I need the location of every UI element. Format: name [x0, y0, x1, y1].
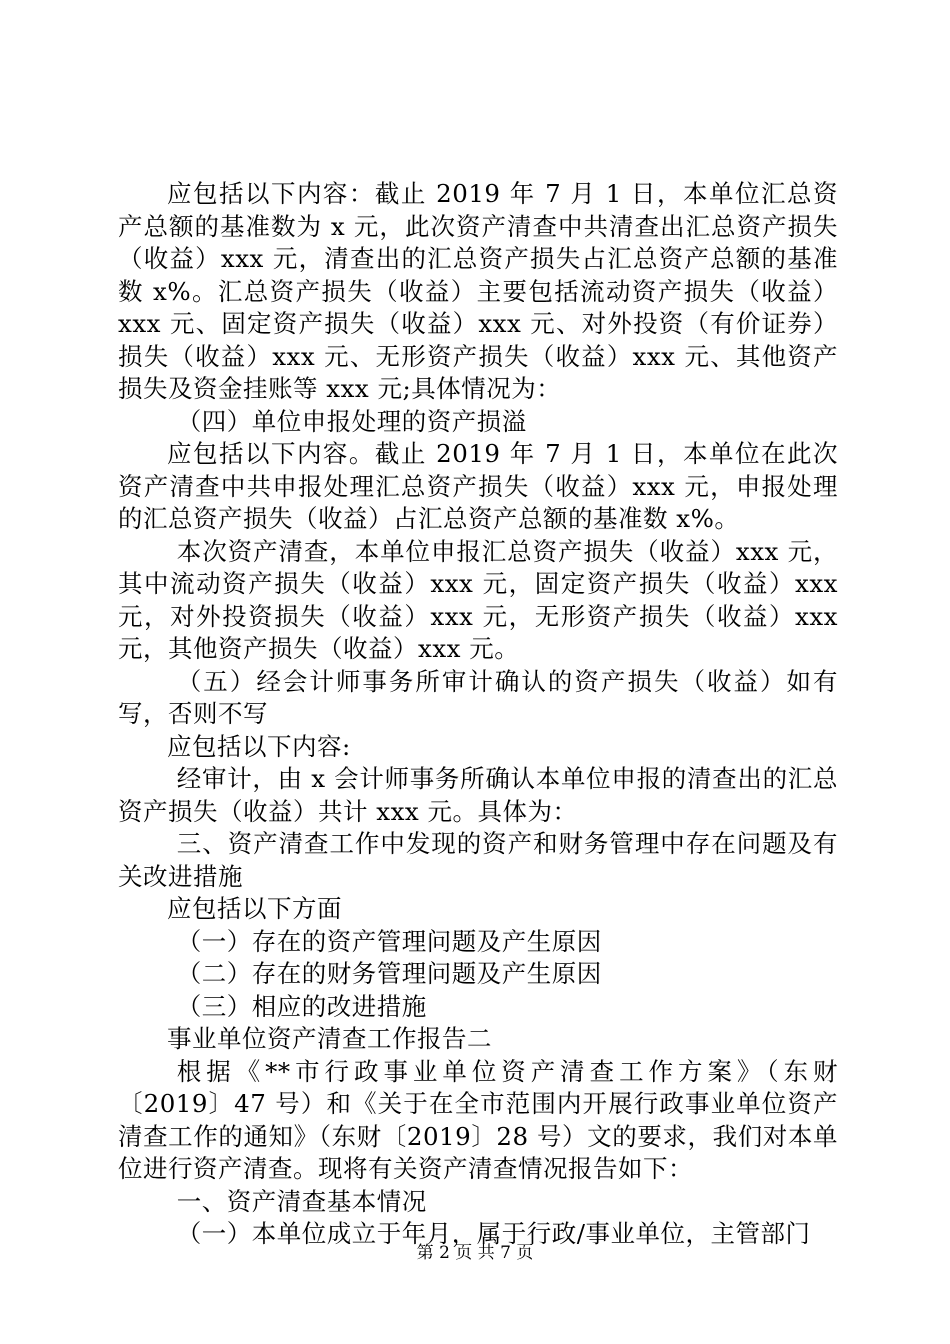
paragraph-loss-summary: 应包括以下内容：截止 2019 年 7 月 1 日，本单位汇总资产总额的基准数为 x 元，此次资产清查中共清查出汇总资产损失（收益）xxx 元，清查出的汇总资产损失占汇总资产总额的基准数 x%。汇总资产损失（收益）主要包括流动资产损失（收益）xxx 元、固定资产损失（收益）xxx 元、对外投资（有价证券）损失（收益）xxx 元、无形资产损失（收益）xxx 元、其他资产损失及资金挂账等 xxx 元;具体情况为：	[118, 179, 838, 403]
heading-section-4: （四）单位申报处理的资产损溢	[176, 406, 527, 436]
page-number: 第 2 页 共 7 页	[416, 1243, 534, 1263]
paragraph-audit-result: 经审计，由 x 会计师事务所确认本单位申报的清查出的汇总资产损失（收益）共计 xxx 元。具体为：	[118, 764, 838, 826]
paragraph-should-include: 应包括以下内容:	[167, 731, 351, 761]
heading-basic-situation: 一、资产清查基本情况	[176, 1186, 427, 1216]
paragraph-declared-loss: 应包括以下内容。截止 2019 年 7 月 1 日，本单位在此次资产清查中共申报处理汇总资产损失（收益）xxx 元，申报处理的汇总资产损失（收益）占汇总资产总额的基准数 x%。	[118, 439, 838, 533]
list-item-asset-issues: （一）存在的资产管理问题及产生原因	[176, 926, 602, 956]
list-item-finance-issues: （二）存在的财务管理问题及产生原因	[176, 959, 602, 988]
paragraph-unit-founded: （一）本单位成立于年月，属于行政/事业单位，主管部门	[176, 1219, 811, 1248]
paragraph-aspects: 应包括以下方面	[167, 894, 342, 923]
heading-section-three: 三、资产清查工作中发现的资产和财务管理中存在问题及有关改进措施	[118, 829, 838, 891]
report-two-title: 事业单位资产清查工作报告二	[167, 1024, 492, 1053]
paragraph-declared-breakdown: 本次资产清查，本单位申报汇总资产损失（收益）xxx 元，其中流动资产损失（收益）xxx 元，固定资产损失（收益）xxx 元，对外投资损失（收益）xxx 元，无形资产损失（收益）xxx 元，其他资产损失（收益）xxx 元。	[118, 536, 838, 663]
heading-section-5: （五）经会计师事务所审计确认的资产损失（收益）如有写，否则不写	[118, 666, 838, 728]
list-item-improvements: （三）相应的改进措施	[176, 991, 427, 1021]
document-body	[118, 178, 838, 1251]
paragraph-basis: 根据《**市行政事业单位资产清查工作方案》（东财〔2019〕47 号）和《关于在全市范围内开展行政事业单位资产清查工作的通知》（东财〔2019〕28 号）文的要求，我们对本单位进行资产清查。现将有关资产清查情况报告如下：	[118, 1056, 838, 1183]
